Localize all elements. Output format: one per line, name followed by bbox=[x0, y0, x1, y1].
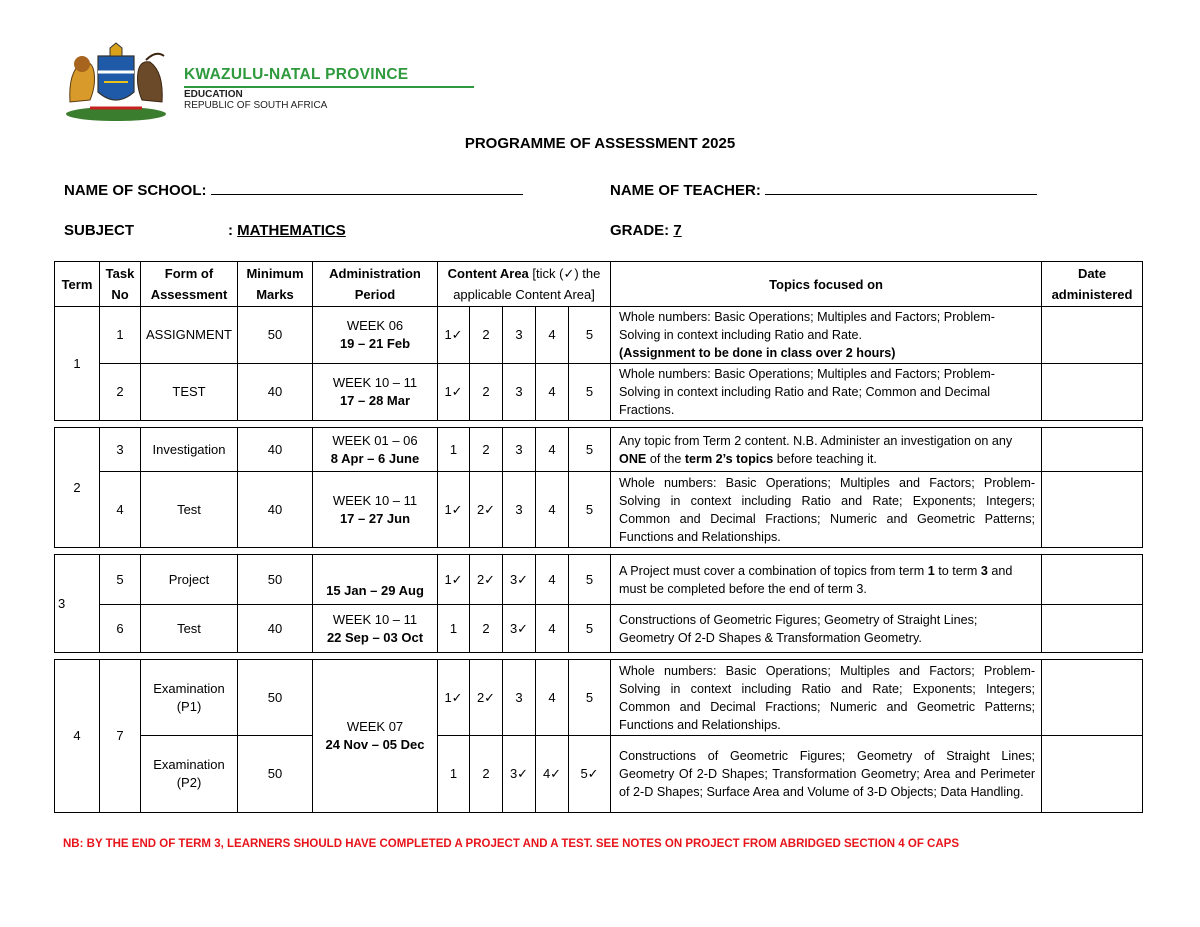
task-no-cell: 4 bbox=[100, 472, 141, 548]
period-dates: 8 Apr – 6 June bbox=[330, 450, 420, 466]
content-area-2[interactable]: 2 bbox=[470, 307, 503, 364]
logo-divider bbox=[184, 86, 474, 88]
topics-emphasis: 3 bbox=[980, 563, 988, 578]
content-area-3[interactable]: 3 bbox=[503, 660, 536, 736]
date-administered-cell[interactable] bbox=[1042, 605, 1143, 653]
col-min-marks: Minimum Marks bbox=[238, 262, 313, 307]
period-cell bbox=[313, 472, 438, 548]
marks-cell: 40 bbox=[238, 428, 313, 472]
separator-cell bbox=[55, 548, 1143, 555]
marks-cell: 50 bbox=[238, 736, 313, 813]
country-name: REPUBLIC OF SOUTH AFRICA bbox=[184, 100, 328, 111]
teacher-blank-line[interactable] bbox=[765, 180, 1037, 195]
content-area-4[interactable]: 4 bbox=[536, 364, 569, 421]
subject-value: MATHEMATICS bbox=[237, 222, 346, 239]
form-cell: Project bbox=[141, 555, 238, 605]
period-dates: 17 – 27 Jun bbox=[339, 510, 411, 526]
period-cell bbox=[313, 428, 438, 472]
col-admin-period: Administration Period bbox=[313, 262, 438, 307]
coat-of-arms-icon bbox=[60, 42, 172, 122]
content-area-note: [tick (✓) the applicable Content Area] bbox=[453, 266, 601, 302]
col-term: Term bbox=[55, 262, 100, 307]
content-area-1[interactable]: 1✓ bbox=[438, 660, 470, 736]
content-area-3[interactable]: 3 bbox=[503, 428, 536, 472]
content-area-3[interactable]: 3 bbox=[503, 472, 536, 548]
content-area-2[interactable]: 2✓ bbox=[470, 555, 503, 605]
marks-cell: 40 bbox=[238, 605, 313, 653]
term-cell: 1 bbox=[55, 307, 100, 421]
teacher-field bbox=[610, 180, 1037, 199]
content-area-4[interactable]: 4 bbox=[536, 555, 569, 605]
grade-value: 7 bbox=[673, 222, 682, 239]
subject-field bbox=[228, 222, 346, 239]
table-header-row bbox=[55, 262, 1143, 307]
task-no-cell: 2 bbox=[100, 364, 141, 421]
teacher-label: NAME OF TEACHER: bbox=[610, 182, 761, 199]
task-no-cell: 6 bbox=[100, 605, 141, 653]
topics-emphasis: ONE bbox=[619, 451, 647, 466]
date-administered-cell[interactable] bbox=[1042, 555, 1143, 605]
task-no-cell: 5 bbox=[100, 555, 141, 605]
school-label: NAME OF SCHOOL: bbox=[64, 182, 207, 199]
content-area-3[interactable]: 3✓ bbox=[503, 605, 536, 653]
content-area-label: Content Area bbox=[447, 266, 529, 281]
content-area-5[interactable]: 5 bbox=[569, 555, 611, 605]
term-cell: 2 bbox=[55, 428, 100, 548]
content-area-1[interactable]: 1✓ bbox=[438, 555, 470, 605]
table-row bbox=[55, 605, 1143, 653]
col-task-no: Task No bbox=[100, 262, 141, 307]
content-area-4[interactable]: 4 bbox=[536, 660, 569, 736]
topics-text: of the bbox=[646, 451, 685, 466]
date-administered-cell[interactable] bbox=[1042, 472, 1143, 548]
content-area-4[interactable]: 4✓ bbox=[536, 736, 569, 813]
period-week: WEEK 06 bbox=[346, 318, 404, 333]
period-dates: 24 Nov – 05 Dec bbox=[325, 737, 425, 752]
table-row bbox=[55, 364, 1143, 421]
topics-cell bbox=[611, 428, 1042, 472]
content-area-5[interactable]: 5 bbox=[569, 307, 611, 364]
content-area-1[interactable]: 1✓ bbox=[438, 472, 470, 548]
content-area-1[interactable]: 1 bbox=[438, 736, 470, 813]
period-dates: 17 – 28 Mar bbox=[339, 393, 411, 408]
content-area-2[interactable]: 2✓ bbox=[470, 472, 503, 548]
topics-cell: Constructions of Geometric Figures; Geometry of Straight Lines; Geometry Of 2-D Shapes & Transformation Geometry. bbox=[611, 605, 1042, 653]
period-dates: 22 Sep – 03 Oct bbox=[326, 629, 424, 645]
period-cell bbox=[313, 605, 438, 653]
period-week: WEEK 10 – 11 bbox=[332, 611, 418, 627]
topics-text: A Project must cover a combination of topics from term bbox=[619, 563, 928, 578]
table-row bbox=[55, 660, 1143, 736]
content-area-5[interactable]: 5 bbox=[569, 472, 611, 548]
content-area-4[interactable]: 4 bbox=[536, 605, 569, 653]
content-area-5[interactable]: 5 bbox=[569, 605, 611, 653]
term-separator bbox=[55, 653, 1143, 660]
period-dates: 19 – 21 Feb bbox=[339, 336, 411, 351]
topics-emphasis: term 2’s topics bbox=[684, 451, 774, 466]
content-area-2[interactable]: 2 bbox=[470, 428, 503, 472]
period-cell bbox=[313, 555, 438, 605]
content-area-4[interactable]: 4 bbox=[536, 472, 569, 548]
task-no-cell: 3 bbox=[100, 428, 141, 472]
content-area-4[interactable]: 4 bbox=[536, 428, 569, 472]
marks-cell: 40 bbox=[238, 472, 313, 548]
topics-text: Any topic from Term 2 content. N.B. Administer an investigation on any bbox=[619, 433, 1013, 448]
content-area-1[interactable]: 1 bbox=[438, 428, 470, 472]
marks-cell: 50 bbox=[238, 555, 313, 605]
content-area-2[interactable]: 2 bbox=[470, 364, 503, 421]
content-area-5[interactable]: 5 bbox=[569, 364, 611, 421]
marks-cell: 50 bbox=[238, 660, 313, 736]
col-date-administered: Date administered bbox=[1042, 262, 1143, 307]
period-week: WEEK 07 bbox=[346, 719, 404, 734]
page-title: PROGRAMME OF ASSESSMENT 2025 bbox=[464, 135, 736, 152]
grade-field bbox=[610, 222, 682, 239]
province-name: KWAZULU-NATAL PROVINCE bbox=[184, 66, 409, 83]
subject-label: SUBJECT bbox=[64, 222, 135, 239]
period-week: WEEK 01 – 06 bbox=[332, 432, 418, 448]
separator-cell bbox=[55, 653, 1143, 660]
marks-cell: 50 bbox=[238, 307, 313, 364]
table-row bbox=[55, 472, 1143, 548]
content-area-4[interactable]: 4 bbox=[536, 307, 569, 364]
term-separator bbox=[55, 421, 1143, 428]
period-week: WEEK 10 – 11 bbox=[332, 375, 418, 390]
content-area-2[interactable]: 2 bbox=[470, 605, 503, 653]
col-topics: Topics focused on bbox=[611, 262, 1042, 307]
date-administered-cell[interactable] bbox=[1042, 428, 1143, 472]
school-field bbox=[64, 180, 523, 199]
marks-cell: 40 bbox=[238, 364, 313, 421]
date-administered-cell[interactable] bbox=[1042, 364, 1143, 421]
topics-text: to term bbox=[934, 563, 981, 578]
content-area-1[interactable]: 1 bbox=[438, 605, 470, 653]
col-content-area bbox=[438, 262, 611, 307]
term-cell: 4 bbox=[55, 660, 100, 813]
grade-label: GRADE: bbox=[610, 222, 670, 239]
kzn-education-logo bbox=[60, 42, 480, 122]
content-area-5[interactable]: 5 bbox=[569, 428, 611, 472]
form-cell: Test bbox=[141, 605, 238, 653]
content-area-3[interactable]: 3 bbox=[503, 364, 536, 421]
period-dates: 15 Jan – 29 Aug bbox=[326, 583, 424, 598]
col-form: Form of Assessment bbox=[141, 262, 238, 307]
period-cell bbox=[313, 307, 438, 364]
assessment-table bbox=[54, 261, 1143, 813]
footnote: NB: BY THE END OF TERM 3, LEARNERS SHOULD HAVE COMPLETED A PROJECT AND A TEST. SEE NOTES ON PROJECT FROM ABRIDGED SECTION 4 OF CAPS bbox=[63, 838, 960, 850]
content-area-2[interactable]: 2✓ bbox=[470, 660, 503, 736]
topics-cell bbox=[611, 307, 1042, 364]
date-administered-cell[interactable] bbox=[1042, 660, 1143, 736]
date-administered-cell[interactable] bbox=[1042, 307, 1143, 364]
topics-text: before teaching it. bbox=[773, 451, 877, 466]
topics-cell: Whole numbers: Basic Operations; Multiples and Factors; Problem-Solving in context including Ratio and Rate; Common and Decimal Fractions. bbox=[611, 364, 1042, 421]
period-cell bbox=[313, 660, 438, 813]
content-area-5[interactable]: 5 bbox=[569, 660, 611, 736]
form-cell: Test bbox=[141, 472, 238, 548]
content-area-2[interactable]: 2 bbox=[470, 736, 503, 813]
topics-text: and must be completed before the end of term 3. bbox=[619, 563, 1013, 596]
form-cell: TEST bbox=[141, 364, 238, 421]
topics-cell bbox=[611, 555, 1042, 605]
topics-emphasis: 1 bbox=[927, 563, 935, 578]
table-row bbox=[55, 307, 1143, 364]
content-area-5[interactable]: 5✓ bbox=[569, 736, 611, 813]
content-area-3[interactable]: 3 bbox=[503, 307, 536, 364]
table-row bbox=[55, 736, 1143, 813]
department-name: EDUCATION bbox=[184, 89, 243, 100]
table-row bbox=[55, 555, 1143, 605]
task-no-cell: 7 bbox=[100, 660, 141, 813]
topics-note: (Assignment to be done in class over 2 hours) bbox=[619, 346, 896, 360]
topics-text: Whole numbers: Basic Operations; Multiples and Factors; Problem-Solving in context including Ratio and Rate. bbox=[619, 310, 995, 342]
period-week: WEEK 10 – 11 bbox=[332, 492, 418, 508]
task-no-cell: 1 bbox=[100, 307, 141, 364]
content-area-3[interactable]: 3✓ bbox=[503, 555, 536, 605]
subject-colon: : bbox=[228, 222, 233, 239]
topics-cell: Constructions of Geometric Figures; Geometry of Straight Lines; Geometry Of 2-D Shapes; Transformation Geometry; Area and Perimeter of 2-D Shapes; Surface Area and Volume of 3-D Objects; Data Handling. bbox=[611, 736, 1042, 813]
form-cell: ASSIGNMENT bbox=[141, 307, 238, 364]
topics-cell: Whole numbers: Basic Operations; Multiples and Factors; Problem-Solving in context including Ratio and Rate; Exponents; Integers; Common and Decimal Fractions; Numeric and Geometric Patterns; Functions and Relationships. bbox=[611, 660, 1042, 736]
term-separator bbox=[55, 548, 1143, 555]
topics-cell: Whole numbers: Basic Operations; Multiples and Factors; Problem-Solving in context including Ratio and Rate; Exponents; Integers; Common and Decimal Fractions; Numeric and Geometric Patterns; Functions and Relationships. bbox=[611, 472, 1042, 548]
form-cell: Examination (P1) bbox=[141, 660, 238, 736]
school-blank-line[interactable] bbox=[211, 180, 523, 195]
content-area-1[interactable]: 1✓ bbox=[438, 364, 470, 421]
form-cell: Investigation bbox=[141, 428, 238, 472]
period-cell bbox=[313, 364, 438, 421]
content-area-1[interactable]: 1✓ bbox=[438, 307, 470, 364]
table-row bbox=[55, 428, 1143, 472]
separator-cell bbox=[55, 421, 1143, 428]
content-area-3[interactable]: 3✓ bbox=[503, 736, 536, 813]
date-administered-cell[interactable] bbox=[1042, 736, 1143, 813]
term-cell: 3 bbox=[55, 555, 100, 653]
form-cell: Examination (P2) bbox=[141, 736, 238, 813]
